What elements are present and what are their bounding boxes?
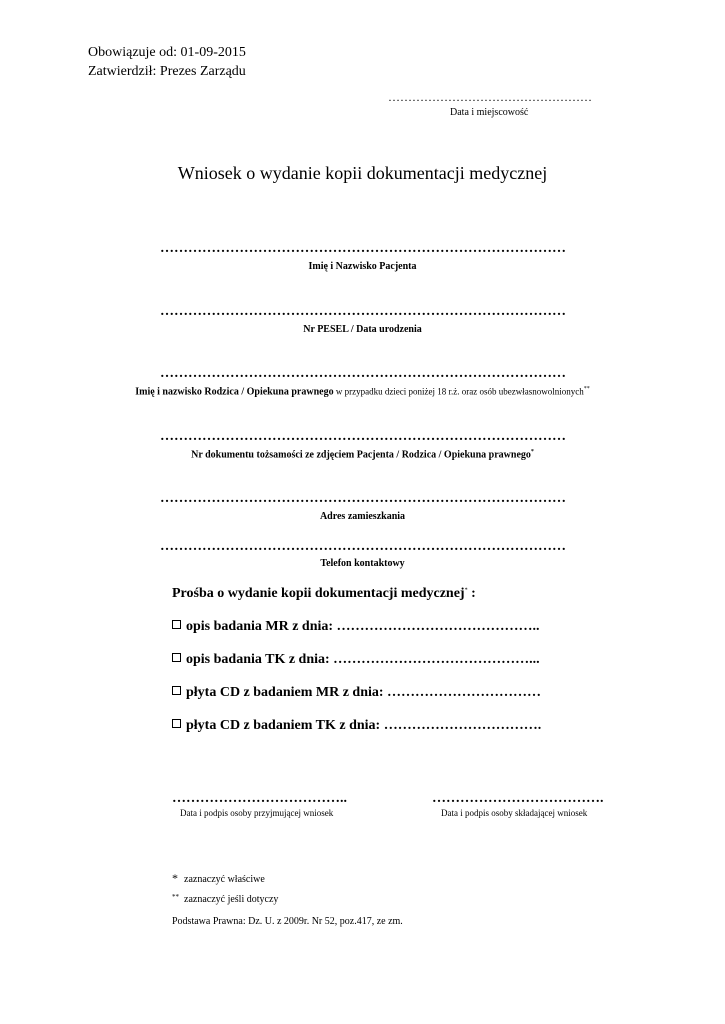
option-mr-cd-label: płyta CD z badaniem MR z dnia: …………………………… [186, 685, 542, 700]
patient-name-line[interactable]: …………………………………………………………………………… [160, 242, 566, 256]
footnote-1 [172, 871, 265, 886]
footnote-1-mark: * [172, 871, 178, 885]
applicant-signature-line[interactable]: ………………………………. [432, 791, 604, 806]
guardian-name-line[interactable]: …………………………………………………………………………… [160, 367, 566, 381]
place-date-line[interactable]: …………………………………………… [388, 90, 592, 104]
id-document-label [60, 449, 665, 460]
id-document-line[interactable]: …………………………………………………………………………… [160, 430, 566, 444]
footnote-2-mark: ** [172, 893, 179, 901]
footnote-2 [172, 893, 278, 905]
checkbox-mr-description[interactable] [172, 620, 181, 629]
guardian-name-label-sup: ** [583, 386, 590, 392]
footnote-2-text: zaznaczyć jeśli dotyczy [184, 894, 279, 905]
request-heading [172, 586, 476, 602]
option-mr-description[interactable] [172, 619, 540, 635]
valid-from: Obowiązuje od: 01-09-2015 [88, 45, 246, 60]
option-ct-cd[interactable] [172, 718, 541, 734]
checkbox-ct-description[interactable] [172, 653, 181, 662]
guardian-name-label [60, 386, 665, 397]
request-heading-text: Prośba o wydanie kopii dokumentacji medycznej [172, 586, 465, 601]
option-ct-description-label: opis badania TK z dnia: ……………………………………... [186, 652, 540, 667]
option-ct-description[interactable] [172, 652, 540, 668]
legal-basis: Podstawa Prawna: Dz. U. z 2009r. Nr 52, poz.417, ze zm. [172, 916, 403, 927]
id-document-label-sup: * [530, 449, 534, 455]
footnote-1-text: zaznaczyć właściwe [184, 874, 265, 885]
address-label: Adres zamieszkania [319, 511, 406, 522]
checkbox-ct-cd[interactable] [172, 719, 181, 728]
option-ct-cd-label: płyta CD z badaniem TK z dnia: ……………………………. [186, 718, 542, 733]
pesel-label: Nr PESEL / Data urodzenia [303, 324, 422, 335]
id-document-label-text: Nr dokumentu tożsamości ze zdjęciem Pacjenta / Rodzica / Opiekuna prawnego [191, 449, 531, 461]
form-title: Wniosek o wydanie kopii dokumentacji medycznej [177, 163, 548, 183]
checkbox-mr-cd[interactable] [172, 686, 181, 695]
guardian-name-label-bold: Imię i nazwisko Rodzica / Opiekuna prawnego [135, 386, 334, 398]
guardian-name-label-rest: w przypadku dzieci poniżej 18 r.ż. oraz osób ubezwłasnowolnionych [333, 386, 584, 397]
phone-label: Telefon kontaktowy [320, 558, 405, 569]
request-heading-sup: * [464, 587, 468, 594]
receiver-signature-line[interactable]: ……………………………….. [172, 791, 347, 806]
place-date-caption: Data i miejscowość [450, 107, 529, 118]
phone-line[interactable]: …………………………………………………………………………… [160, 540, 566, 554]
option-mr-cd[interactable] [172, 685, 541, 701]
applicant-signature-caption: Data i podpis osoby składającej wniosek [441, 808, 588, 818]
receiver-signature-caption: Data i podpis osoby przyjmującej wniosek [180, 808, 334, 818]
approved-by: Zatwierdził: Prezes Zarządu [88, 64, 246, 79]
patient-name-label: Imię i Nazwisko Pacjenta [308, 261, 417, 272]
address-line[interactable]: …………………………………………………………………………… [160, 492, 566, 506]
option-mr-description-label: opis badania MR z dnia: …………………………………….. [186, 619, 540, 634]
pesel-line[interactable]: …………………………………………………………………………… [160, 305, 566, 319]
request-heading-suffix: : [467, 586, 476, 601]
